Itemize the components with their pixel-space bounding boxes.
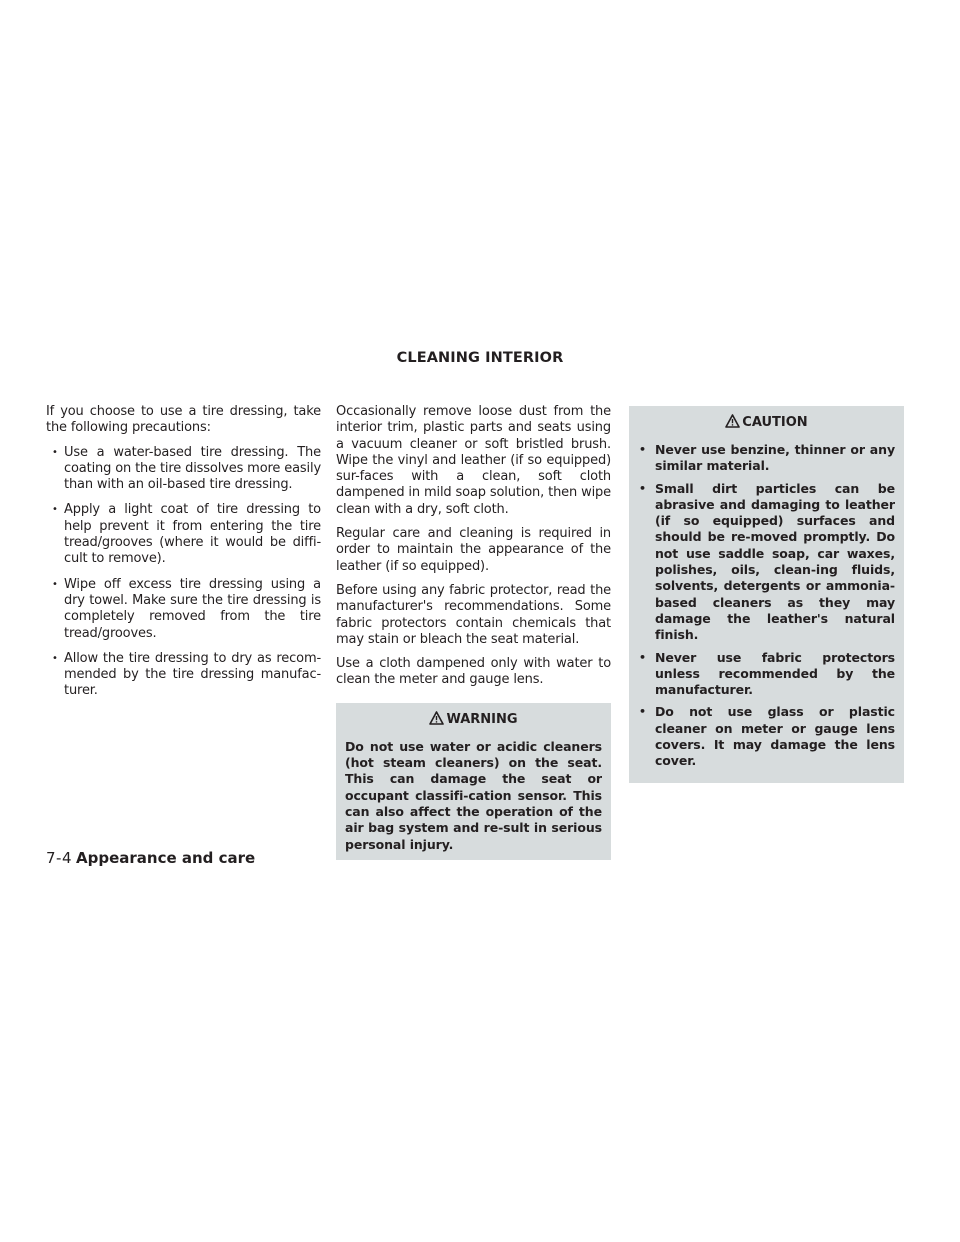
list-item: • Do not use glass or plastic cleaner on meter or gauge lens covers. It may damage the lens cover.: [638, 704, 895, 769]
caution-title: CAUTION: [742, 415, 808, 430]
page-footer: [46, 849, 255, 867]
warning-title: WARNING: [446, 711, 518, 727]
list-item: • Never use benzine, thinner or any similar material.: [638, 442, 895, 475]
caution-header: [638, 408, 895, 442]
list-item: • Never use fabric protectors unless recommended by the manufacturer.: [638, 650, 895, 699]
section-title: CLEANING INTERIOR: [396, 350, 564, 366]
list-item: • Use a water-based tire dressing. The coating on the tire dissolves more easily than with an oil-based tire dressing.: [46, 445, 321, 494]
warning-text: Do not use water or acidic cleaners (hot steam cleaners) on the seat. This can damage the seat or occupant classifi-cation sensor. This can also affect the operation of the air bag system and re-sult in serious personal injury.: [345, 738, 602, 852]
column-left: [46, 404, 321, 709]
warning-box: [336, 703, 611, 860]
list-item: • Apply a light coat of tire dressing to help prevent it from entering the tire tread/grooves (where it would be diffi-cult to remove).: [46, 502, 321, 567]
paragraph: Regular care and cleaning is required in order to maintain the appearance of the leather (if so equipped).: [336, 526, 611, 574]
list-item: • Small dirt particles can be abrasive and damaging to leather (if so equipped) surfaces and should be re-moved promptly. Do not use saddle soap, car waxes, polishes, oils, clean-ing fluids, solvents, detergents or ammonia-based cleaners as they may damage the leather's natural finish.: [638, 481, 895, 644]
column-middle: [336, 404, 611, 860]
paragraph: Before using any fabric protector, read the manufacturer's recommendations. Some fabric protectors contain chemicals that may stain or bleach the seat material.: [336, 582, 611, 647]
caution-box: [629, 406, 904, 783]
list-item: • Wipe off excess tire dressing using a dry towel. Make sure the tire dressing is completely removed from the tire tread/grooves.: [46, 577, 321, 642]
paragraph: Use a cloth dampened only with water to clean the meter and gauge lens.: [336, 656, 611, 688]
precautions-list: [46, 445, 321, 700]
chapter-title: Appearance and care: [76, 849, 256, 867]
intro-paragraph: If you choose to use a tire dressing, take the following precautions:: [46, 404, 321, 436]
column-right: [629, 404, 904, 783]
page-number: 7-4: [46, 849, 72, 867]
warning-triangle-icon: [429, 711, 444, 731]
warning-header: [345, 705, 602, 739]
caution-list: [638, 442, 895, 770]
warning-triangle-icon: [725, 414, 740, 434]
paragraph: Occasionally remove loose dust from the interior trim, plastic parts and seats using a vacuum cleaner or soft bristled brush. Wipe the vinyl and leather (if so equipped) sur-faces with a clean, soft cloth dampened in mild soap solution, then wipe clean with a dry, soft cloth.: [336, 404, 611, 517]
list-item: • Allow the tire dressing to dry as recom-mended by the tire dressing manufac-turer.: [46, 651, 321, 700]
